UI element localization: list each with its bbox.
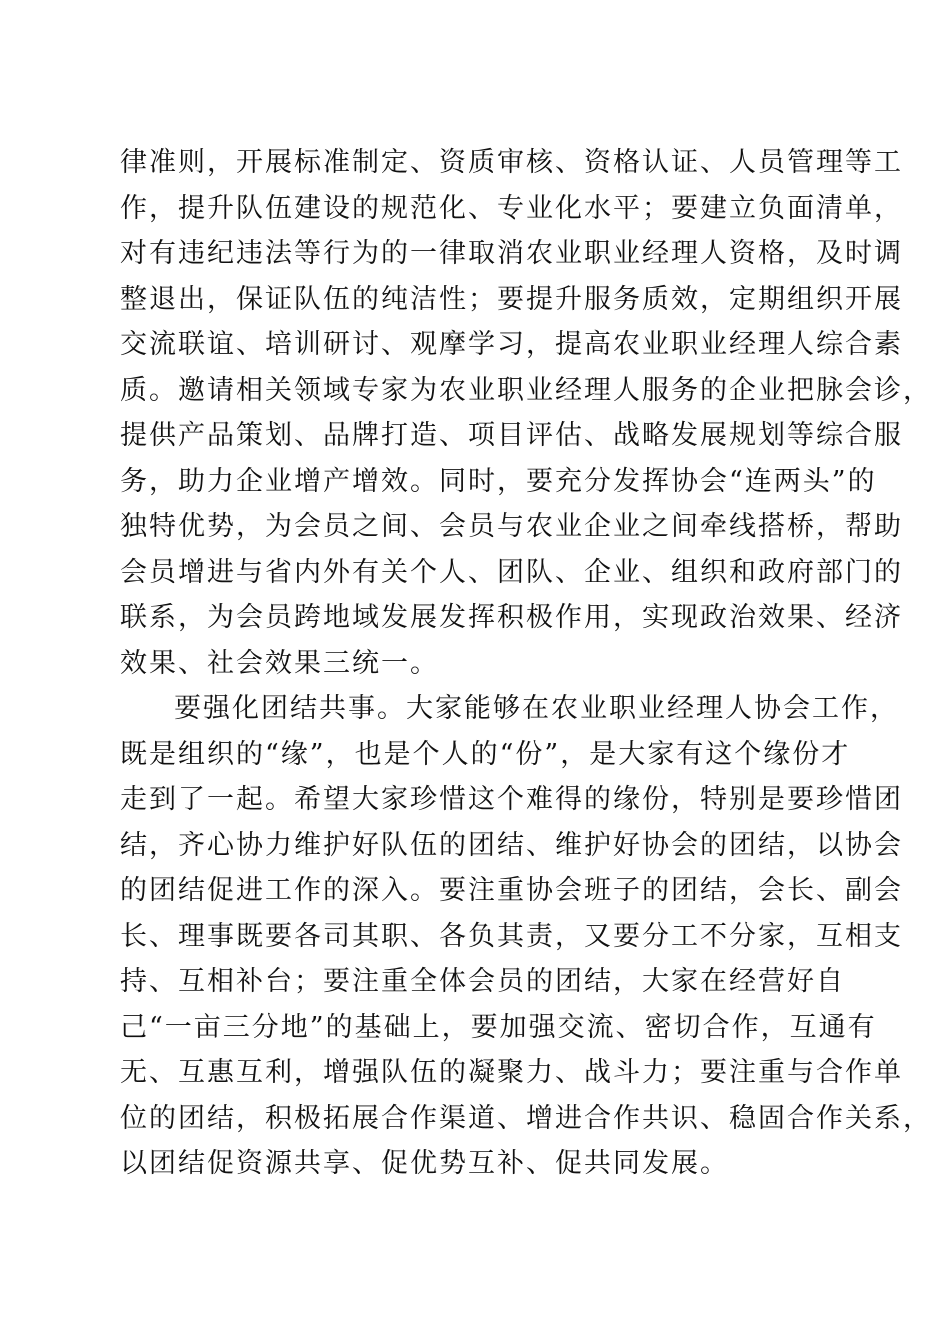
- paragraph-line: 联系，为会员跨地域发展发挥积极作用，实现政治效果、经济: [120, 602, 903, 633]
- paragraph-line: 对有违纪违法等行为的一律取消农业职业经理人资格，及时调: [120, 238, 903, 269]
- paragraph-line: 既是组织的“缘”，也是个人的“份”，是大家有这个缘份才: [120, 738, 851, 770]
- paragraph-line: 律准则，开展标准制定、资质审核、资格认证、人员管理等工: [120, 147, 903, 178]
- paragraph-line: 长、理事既要各司其职、各负其责，又要分工不分家，互相支: [120, 920, 903, 952]
- paragraph-line: 提供产品策划、品牌打造、项目评估、战略发展规划等综合服: [120, 420, 903, 451]
- paragraph-line: 无、互惠互利，增强队伍的凝聚力、战斗力；要注重与合作单: [120, 1057, 903, 1088]
- paragraph-line: 务，助力企业增产增效。同时，要充分发挥协会“连两头”的: [120, 465, 877, 497]
- paragraph-line: 以团结促资源共享、促优势互补、促共同发展。: [120, 1148, 729, 1179]
- paragraph-line: 要强化团结共事。大家能够在农业职业经理人协会工作，: [174, 693, 899, 724]
- paragraph-1: [120, 140, 932, 686]
- paragraph-line: 走到了一起。希望大家珍惜这个难得的缘份，特别是要珍惜团: [120, 784, 903, 815]
- paragraph-line: 己“一亩三分地”的基础上，要加强交流、密切合作，互通有: [120, 1011, 877, 1043]
- body-text: [120, 140, 932, 1187]
- paragraph-line: 效果、社会效果三统一。: [120, 647, 439, 679]
- paragraph-line: 结，齐心协力维护好队伍的团结、维护好协会的团结，以协会: [120, 829, 903, 861]
- paragraph-line: 的团结促进工作的深入。要注重协会班子的团结，会长、副会: [120, 875, 903, 906]
- paragraph-line: 整退出，保证队伍的纯洁性；要提升服务质效，定期组织开展: [120, 283, 903, 315]
- paragraph-2: [120, 686, 932, 1187]
- paragraph-line: 独特优势，为会员之间、会员与农业企业之间牵线搭桥，帮助: [120, 511, 903, 542]
- paragraph-line: 作，提升队伍建设的规范化、专业化水平；要建立负面清单，: [120, 192, 903, 224]
- paragraph-line: 质。邀请相关领域专家为农业职业经理人服务的企业把脉会诊，: [120, 374, 932, 406]
- paragraph-line: 位的团结，积极拓展合作渠道、增进合作共识、稳固合作关系，: [120, 1102, 932, 1134]
- paragraph-line: 持、互相补台；要注重全体会员的团结，大家在经营好自: [120, 966, 845, 997]
- paragraph-line: 会员增进与省内外有关个人、团队、企业、组织和政府部门的: [120, 556, 903, 588]
- paragraph-line: 交流联谊、培训研讨、观摩学习，提高农业职业经理人综合素: [120, 329, 903, 360]
